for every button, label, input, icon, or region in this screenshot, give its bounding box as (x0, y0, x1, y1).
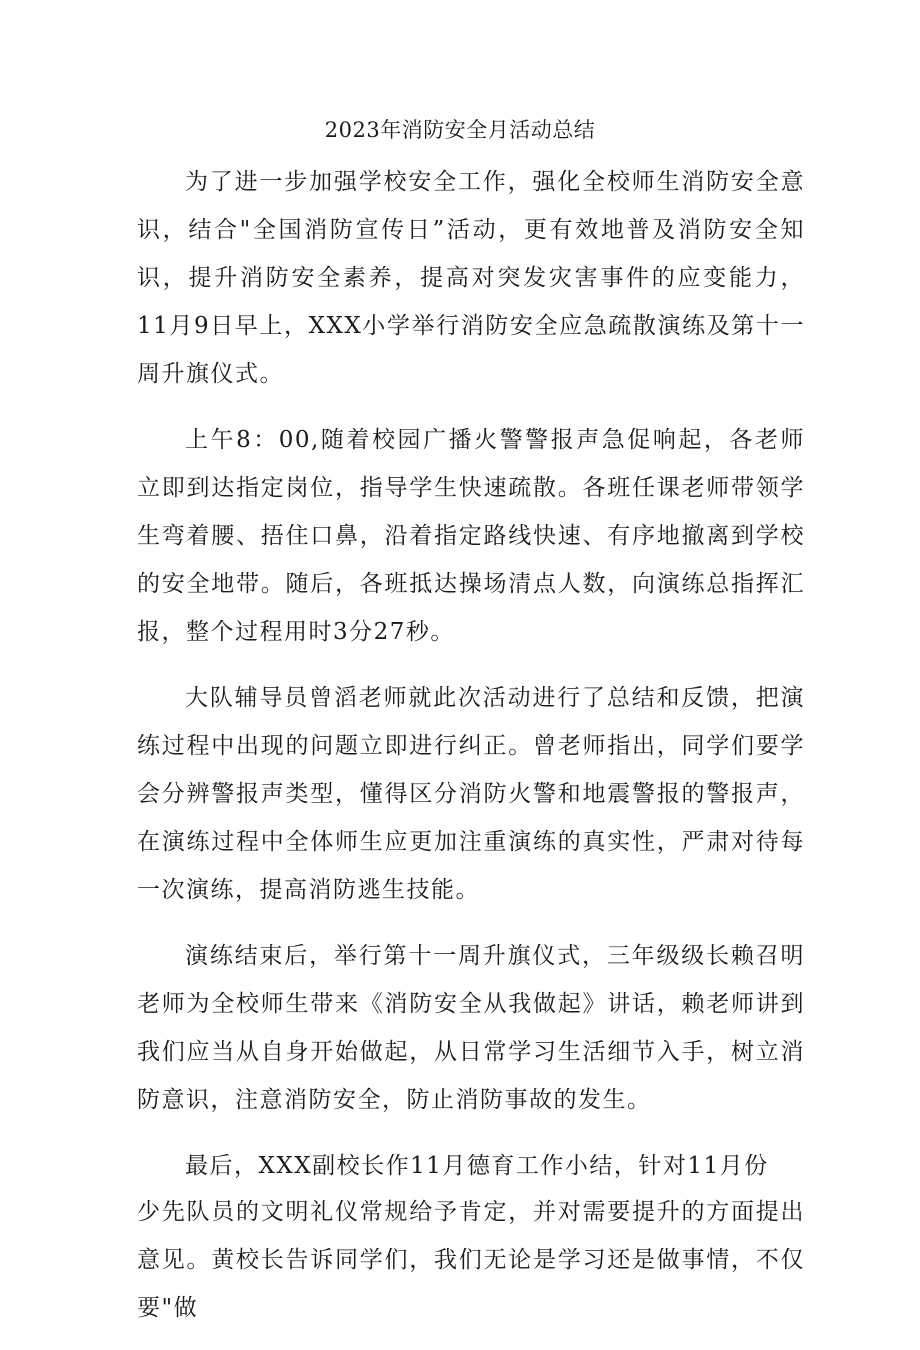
paragraph-summary-continued: 少先队员的文明礼仪常规给予肯定，并对需要提升的方面提出意见。黄校长告诉同学们，我们无论是学习还是做事情，不仅要"做 (137, 1199, 805, 1321)
document-body (137, 158, 805, 1350)
paragraph-feedback: 大队辅导员曾滔老师就此次活动进行了总结和反馈，把演练过程中出现的问题立即进行纠正。曾老师指出，同学们要学会分辨警报声类型，懂得区分消防火警和地震警报的警报声，在演练过程中全体师生应更加注重演练的真实性，严肃对待每一次演练，提高消防逃生技能。 (137, 685, 805, 903)
paragraph-summary: 最后，XXX副校长作11月德育工作小结，针对11月份 (185, 1153, 769, 1179)
paragraph-drill: 上午8：00,随着校园广播火警警报声急促响起，各老师立即到达指定岗位，指导学生快速疏散。各班任课老师带领学生弯着腰、捂住口鼻，沿着指定路线快速、有序地撤离到学校的安全地带。随后，各班抵达操场清点人数，向演练总指挥汇报，整个过程用时3分27秒。 (137, 427, 805, 645)
paragraph-flag-ceremony: 演练结束后，举行第十一周升旗仪式，三年级级长赖召明老师为全校师生带来《消防安全从我做起》讲话，赖老师讲到我们应当从自身开始做起，从日常学习生活细节入手，树立消防意识，注意消防安全，防止消防事故的发生。 (137, 943, 805, 1113)
document-title: 2023年消防安全月活动总结 (324, 118, 596, 142)
paragraph-intro: 为了进一步加强学校安全工作，强化全校师生消防安全意识，结合"全国消防宣传日”活动，更有效地普及消防安全知识，提升消防安全素养，提高对突发灾害事件的应变能力，11月9日早上，XXX小学举行消防安全应急疏散演练及第十一周升旗仪式。 (137, 169, 805, 387)
